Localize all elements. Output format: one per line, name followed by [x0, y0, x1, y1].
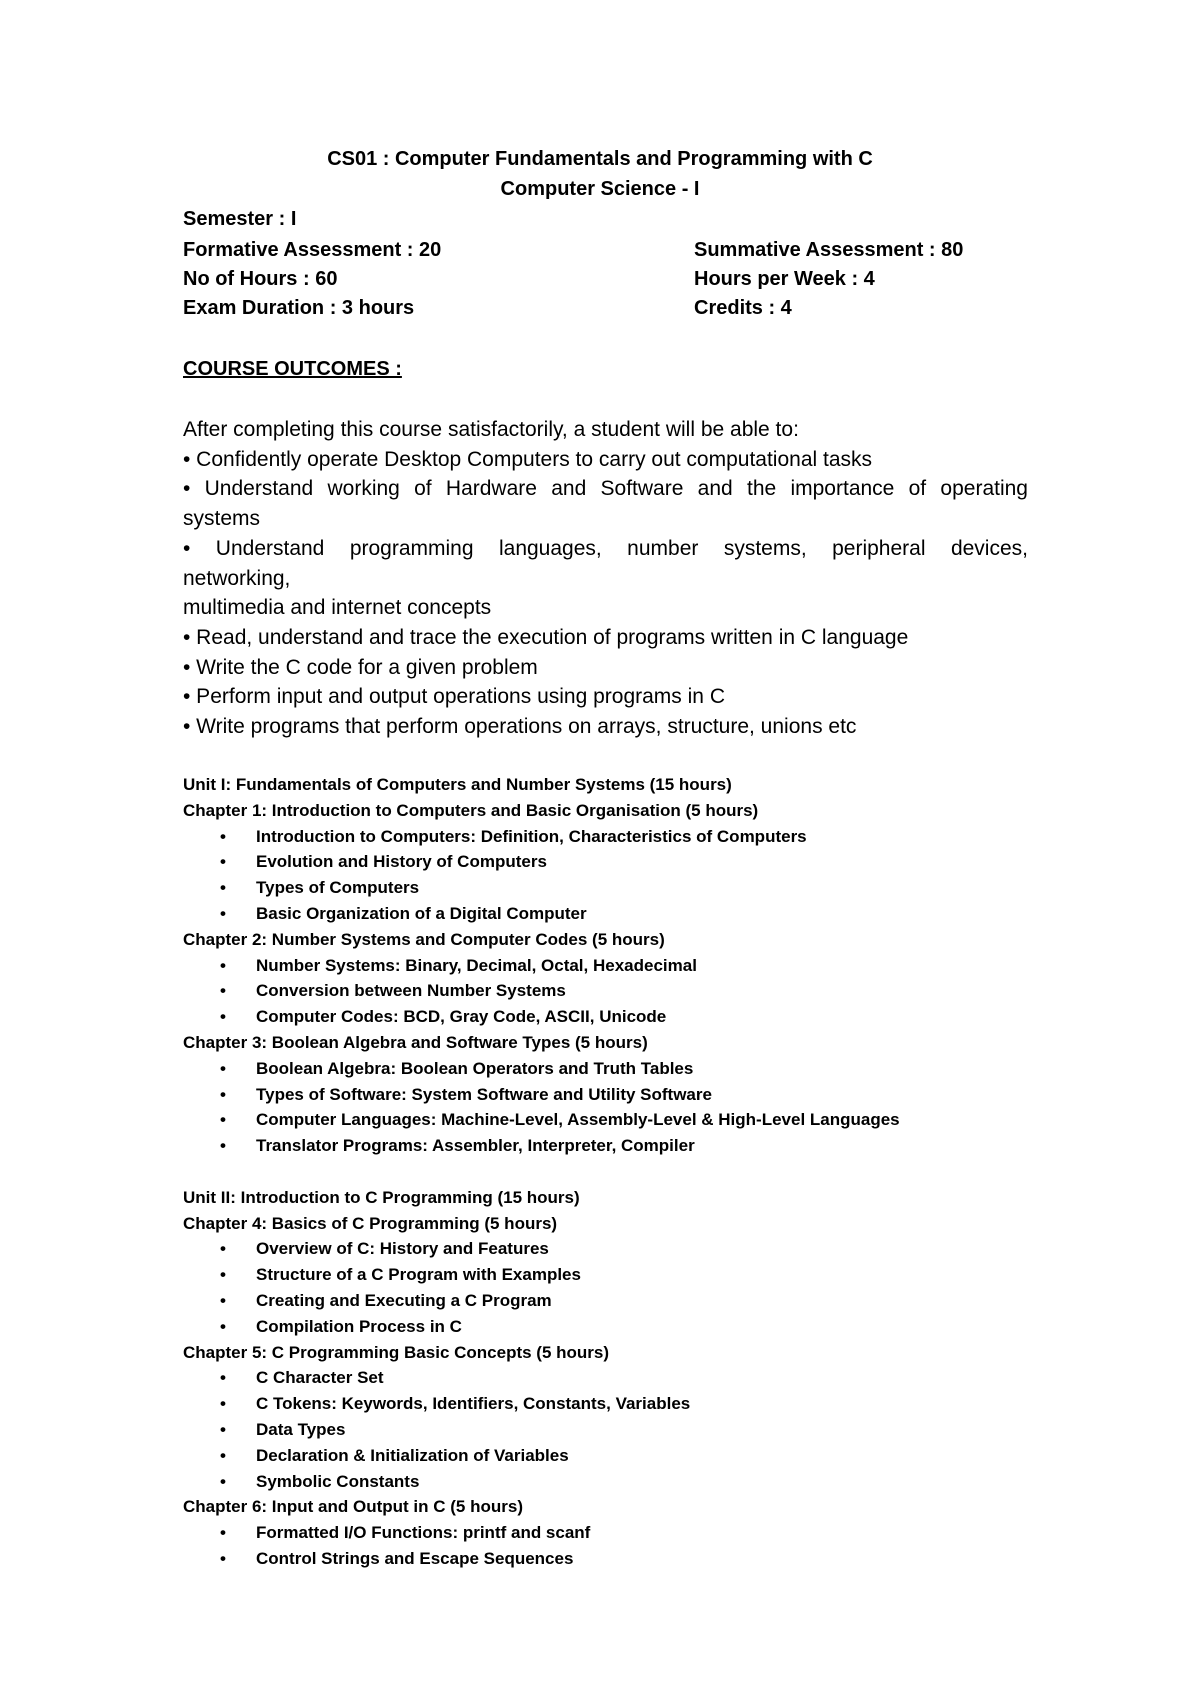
topic-item [183, 978, 1083, 1004]
topic-item [183, 1236, 1083, 1262]
chapter-title: Chapter 5: C Programming Basic Concepts (5 hours) [183, 1342, 610, 1362]
topic-text: Translator Programs: Assembler, Interpreter, Compiler [256, 1136, 695, 1156]
meta-row-assessment [183, 239, 1043, 265]
summative-assessment: Summative Assessment : 80 [694, 239, 964, 261]
bullet-icon: • [220, 1136, 226, 1156]
outcome-item: • Perform input and output operations using programs in C [183, 685, 725, 709]
bullet-icon: • [220, 1445, 226, 1465]
topic-item [183, 1107, 1083, 1133]
bullet-icon: • [220, 1239, 226, 1259]
unit-title: Unit I: Fundamentals of Computers and Number Systems (15 hours) [183, 775, 732, 794]
topic-item [183, 1262, 1083, 1288]
chapter-title: Chapter 6: Input and Output in C (5 hours) [183, 1497, 523, 1517]
meta-row-semester [183, 208, 1043, 234]
course-outcomes-heading: COURSE OUTCOMES : [183, 358, 402, 380]
topic-text: Boolean Algebra: Boolean Operators and Truth Tables [256, 1058, 694, 1078]
bullet-icon: • [220, 1290, 226, 1310]
meta-row-hours [183, 268, 1043, 294]
topic-text: Compilation Process in C [256, 1316, 462, 1336]
bullet-icon: • [220, 1265, 226, 1285]
bullet-icon: • [220, 852, 226, 872]
topic-text: Overview of C: History and Features [256, 1239, 549, 1259]
topic-item [183, 1417, 1083, 1443]
bullet-icon: • [220, 1084, 226, 1104]
topic-text: Formatted I/O Functions: printf and scanf [256, 1523, 591, 1543]
chapter-title: Chapter 3: Boolean Algebra and Software Types (5 hours) [183, 1032, 648, 1052]
topic-text: Control Strings and Escape Sequences [256, 1548, 574, 1568]
outcome-item: • Write programs that perform operations on arrays, structure, unions etc [183, 715, 857, 739]
topic-item [183, 953, 1083, 979]
credits: Credits : 4 [694, 297, 792, 319]
unit-title: Unit II: Introduction to C Programming (15 hours) [183, 1187, 580, 1207]
outcome-item: • Write the C code for a given problem [183, 655, 538, 679]
outcome-item: • Confidently operate Desktop Computers to carry out computational tasks [183, 447, 873, 471]
course-outcomes [183, 415, 1028, 742]
semester-label: Semester : I [183, 208, 297, 230]
topic-item [183, 1082, 1083, 1108]
bullet-icon: • [220, 1471, 226, 1491]
outcome-item: systems [183, 507, 261, 531]
topic-text: C Character Set [256, 1368, 384, 1388]
bullet-icon: • [220, 1548, 226, 1568]
topic-item [183, 1314, 1083, 1340]
topic-text: Conversion between Number Systems [256, 981, 566, 1001]
topic-text: Declaration & Initialization of Variables [256, 1445, 569, 1465]
meta-row-exam [183, 297, 1043, 323]
topic-item [183, 1288, 1083, 1314]
total-hours: No of Hours : 60 [183, 268, 338, 290]
topic-text: Creating and Executing a C Program [256, 1290, 552, 1310]
outcome-item: multimedia and internet concepts [183, 596, 492, 620]
topic-item [183, 875, 1083, 901]
topic-item [183, 1133, 1083, 1159]
topic-text: Structure of a C Program with Examples [256, 1265, 581, 1285]
outcome-item: networking, [183, 566, 291, 590]
bullet-icon: • [220, 826, 226, 846]
bullet-icon: • [220, 955, 226, 975]
bullet-icon: • [220, 1058, 226, 1078]
topic-item [183, 1365, 1083, 1391]
chapter-title: Chapter 2: Number Systems and Computer Codes (5 hours) [183, 929, 665, 949]
course-subtitle: Computer Science - I [500, 178, 700, 200]
bullet-icon: • [220, 1110, 226, 1130]
topic-item [183, 1469, 1083, 1495]
outcome-item: • Understand working of Hardware and Software and the importance of operating [183, 477, 1028, 501]
topic-text: Number Systems: Binary, Decimal, Octal, Hexadecimal [256, 955, 697, 975]
formative-assessment: Formative Assessment : 20 [183, 239, 442, 261]
outcome-item: • Understand programming languages, number systems, peripheral devices, [183, 536, 1028, 560]
bullet-icon: • [220, 878, 226, 898]
topic-text: Types of Software: System Software and Utility Software [256, 1084, 712, 1104]
topic-item [183, 824, 1083, 850]
hours-per-week: Hours per Week : 4 [694, 268, 875, 290]
outcome-item: • Read, understand and trace the execution of programs written in C language [183, 625, 909, 649]
topic-text: Computer Codes: BCD, Gray Code, ASCII, Unicode [256, 1007, 667, 1027]
topic-text: Evolution and History of Computers [256, 852, 547, 872]
bullet-icon: • [220, 903, 226, 923]
bullet-icon: • [220, 1316, 226, 1336]
topic-text: C Tokens: Keywords, Identifiers, Constants, Variables [256, 1394, 691, 1414]
outcomes-intro: After completing this course satisfactorily, a student will be able to: [183, 418, 799, 441]
bullet-icon: • [220, 1007, 226, 1027]
topic-text: Computer Languages: Machine-Level, Assembly-Level & High-Level Languages [256, 1110, 900, 1130]
course-title: CS01 : Computer Fundamentals and Programming with C [327, 148, 873, 170]
bullet-icon: • [220, 1419, 226, 1439]
topic-item [183, 1391, 1083, 1417]
bullet-icon: • [220, 981, 226, 1001]
bullet-icon: • [220, 1368, 226, 1388]
topic-text: Basic Organization of a Digital Computer [256, 903, 587, 923]
bullet-icon: • [220, 1523, 226, 1543]
topic-item [183, 1056, 1083, 1082]
syllabus-units [183, 772, 1083, 1572]
topic-text: Types of Computers [256, 878, 420, 898]
bullet-icon: • [220, 1394, 226, 1414]
chapter-title: Chapter 4: Basics of C Programming (5 hours) [183, 1213, 558, 1233]
topic-item [183, 1520, 1083, 1546]
topic-item [183, 901, 1083, 927]
exam-duration: Exam Duration : 3 hours [183, 297, 415, 319]
topic-item [183, 1443, 1083, 1469]
topic-item [183, 1546, 1083, 1572]
topic-text: Data Types [256, 1419, 346, 1439]
topic-text: Introduction to Computers: Definition, Characteristics of Computers [256, 826, 807, 846]
topic-item [183, 1004, 1083, 1030]
section-spacer [183, 1159, 1083, 1185]
chapter-title: Chapter 1: Introduction to Computers and Basic Organisation (5 hours) [183, 800, 759, 820]
topic-text: Symbolic Constants [256, 1471, 420, 1491]
topic-item [183, 849, 1083, 875]
